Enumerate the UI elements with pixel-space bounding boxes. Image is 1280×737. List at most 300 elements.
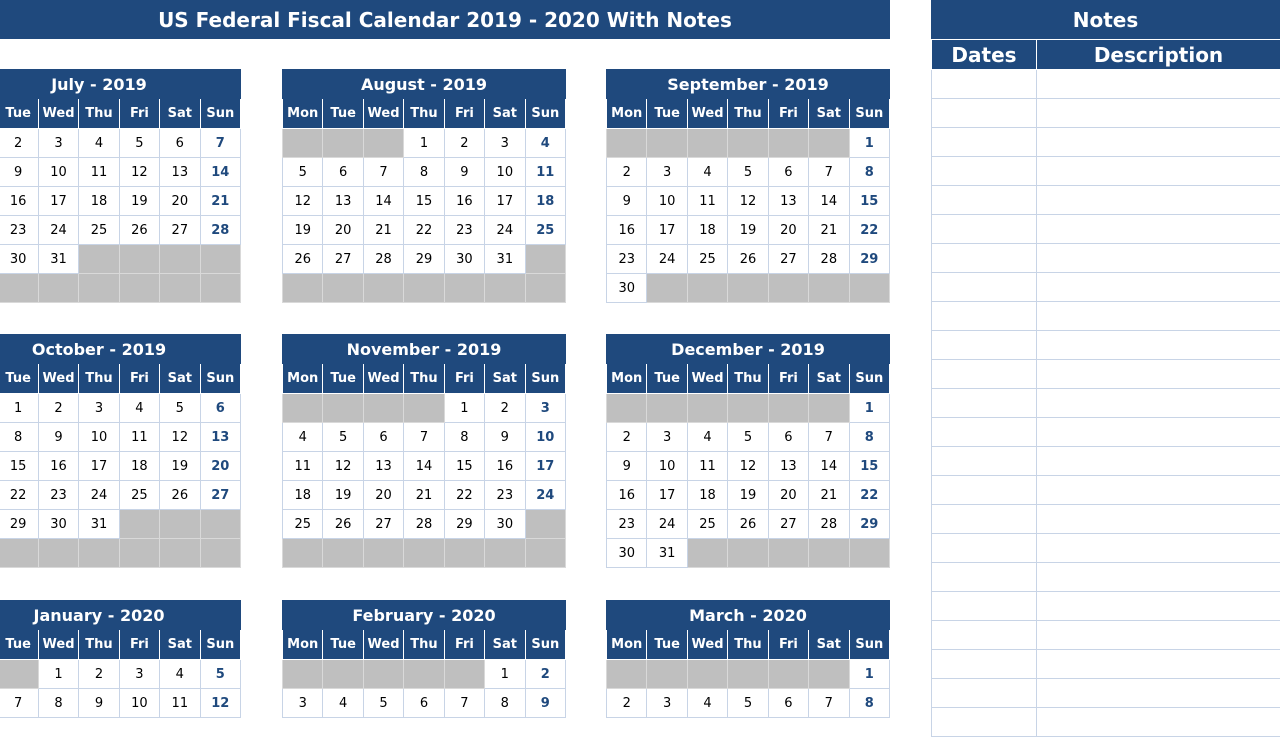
empty-day-cell (363, 660, 403, 689)
empty-day-cell (323, 660, 363, 689)
day-cell: 2 (485, 394, 525, 423)
day-cell: 15 (849, 187, 889, 216)
day-cell: 9 (0, 158, 38, 187)
day-cell: 21 (809, 216, 849, 245)
notes-description-cell[interactable] (1037, 302, 1280, 331)
day-cell: 28 (200, 216, 240, 245)
empty-day-cell (200, 274, 240, 303)
weekday-header: Fri (768, 364, 808, 394)
weekday-header: Thu (728, 99, 768, 129)
day-cell: 31 (79, 510, 119, 539)
month-title: July - 2019 (0, 70, 241, 99)
day-cell: 20 (768, 481, 808, 510)
month-title: March - 2020 (607, 601, 890, 630)
notes-date-cell[interactable] (932, 708, 1037, 737)
notes-date-cell[interactable] (932, 186, 1037, 215)
empty-day-cell (160, 510, 200, 539)
day-cell: 7 (444, 689, 484, 718)
empty-day-cell (768, 129, 808, 158)
empty-day-cell (79, 539, 119, 568)
day-cell: 30 (607, 539, 647, 568)
day-cell: 5 (323, 423, 363, 452)
day-cell: 8 (849, 689, 889, 718)
notes-date-cell[interactable] (932, 99, 1037, 128)
day-cell: 20 (363, 481, 403, 510)
month-title: August - 2019 (283, 70, 566, 99)
day-cell: 1 (0, 394, 38, 423)
notes-date-cell[interactable] (932, 215, 1037, 244)
day-cell: 18 (283, 481, 323, 510)
notes-description-cell[interactable] (1037, 99, 1280, 128)
empty-day-cell (38, 539, 78, 568)
empty-day-cell (119, 510, 159, 539)
notes-row (932, 563, 1280, 592)
notes-date-cell[interactable] (932, 128, 1037, 157)
day-cell: 24 (38, 216, 78, 245)
month-title: November - 2019 (283, 335, 566, 364)
day-cell: 16 (607, 481, 647, 510)
day-cell: 26 (283, 245, 323, 274)
day-cell: 4 (79, 129, 119, 158)
weekday-header: Thu (728, 630, 768, 660)
empty-day-cell (200, 539, 240, 568)
empty-day-cell (728, 660, 768, 689)
notes-date-cell[interactable] (932, 418, 1037, 447)
notes-description-cell[interactable] (1037, 186, 1280, 215)
day-cell: 30 (38, 510, 78, 539)
notes-description-cell[interactable] (1037, 679, 1280, 708)
weekday-header: Thu (404, 364, 444, 394)
empty-day-cell (849, 539, 889, 568)
notes-description-cell[interactable] (1037, 418, 1280, 447)
empty-day-cell (283, 539, 323, 568)
day-cell: 12 (728, 452, 768, 481)
month-calendar (606, 69, 890, 303)
day-cell: 8 (0, 423, 38, 452)
notes-date-cell[interactable] (932, 563, 1037, 592)
day-cell: 2 (525, 660, 565, 689)
day-cell: 22 (404, 216, 444, 245)
day-cell: 3 (119, 660, 159, 689)
day-cell: 1 (849, 660, 889, 689)
notes-dates-header: Dates (932, 40, 1037, 70)
month-calendar (282, 69, 566, 303)
month-calendar (282, 334, 566, 568)
month-calendar (282, 600, 566, 718)
day-cell: 16 (485, 452, 525, 481)
notes-date-cell[interactable] (932, 534, 1037, 563)
weekday-header: Wed (687, 630, 727, 660)
day-cell: 25 (525, 216, 565, 245)
weekday-header: Fri (119, 630, 159, 660)
day-cell: 19 (119, 187, 159, 216)
day-cell: 7 (809, 423, 849, 452)
month-title: February - 2020 (283, 601, 566, 630)
notes-description-cell[interactable] (1037, 215, 1280, 244)
empty-day-cell (404, 394, 444, 423)
day-cell: 9 (525, 689, 565, 718)
notes-date-cell[interactable] (932, 679, 1037, 708)
empty-day-cell (849, 274, 889, 303)
weekday-header: Mon (607, 630, 647, 660)
day-cell: 2 (79, 660, 119, 689)
weekday-header: Fri (444, 630, 484, 660)
day-cell: 17 (38, 187, 78, 216)
day-cell: 15 (404, 187, 444, 216)
day-cell: 3 (647, 423, 687, 452)
weekday-header: Fri (444, 364, 484, 394)
day-cell: 11 (283, 452, 323, 481)
weekday-header: Tue (647, 99, 687, 129)
notes-description-cell[interactable] (1037, 505, 1280, 534)
day-cell: 12 (200, 689, 240, 718)
day-cell: 1 (444, 394, 484, 423)
day-cell: 9 (607, 452, 647, 481)
weekday-header: Sat (809, 630, 849, 660)
notes-date-cell[interactable] (932, 621, 1037, 650)
day-cell: 23 (0, 216, 38, 245)
day-cell: 28 (404, 510, 444, 539)
day-cell: 29 (0, 510, 38, 539)
day-cell: 13 (363, 452, 403, 481)
day-cell: 5 (200, 660, 240, 689)
empty-day-cell (444, 539, 484, 568)
notes-description-cell[interactable] (1037, 244, 1280, 273)
notes-date-cell[interactable] (932, 157, 1037, 186)
day-cell: 5 (728, 423, 768, 452)
notes-table (931, 39, 1280, 737)
weekday-header: Tue (323, 630, 363, 660)
notes-description-cell[interactable] (1037, 621, 1280, 650)
weekday-header: Tue (323, 99, 363, 129)
empty-day-cell (607, 129, 647, 158)
weekday-header: Mon (283, 99, 323, 129)
day-cell: 3 (485, 129, 525, 158)
day-cell: 10 (647, 187, 687, 216)
weekday-header: Sun (849, 630, 889, 660)
day-cell: 11 (119, 423, 159, 452)
notes-row (932, 244, 1280, 273)
notes-row (932, 650, 1280, 679)
empty-day-cell (607, 660, 647, 689)
day-cell: 31 (485, 245, 525, 274)
notes-description-cell[interactable] (1037, 157, 1280, 186)
weekday-header: Wed (687, 99, 727, 129)
empty-day-cell (768, 660, 808, 689)
weekday-header: Tue (0, 99, 38, 129)
day-cell: 7 (404, 423, 444, 452)
notes-row (932, 215, 1280, 244)
day-cell: 11 (687, 187, 727, 216)
day-cell: 23 (444, 216, 484, 245)
day-cell: 18 (687, 481, 727, 510)
day-cell: 16 (0, 187, 38, 216)
day-cell: 23 (607, 510, 647, 539)
notes-description-cell[interactable] (1037, 534, 1280, 563)
notes-date-cell[interactable] (932, 650, 1037, 679)
notes-date-cell[interactable] (932, 360, 1037, 389)
day-cell: 24 (647, 510, 687, 539)
day-cell: 24 (485, 216, 525, 245)
day-cell: 21 (809, 481, 849, 510)
day-cell: 28 (809, 510, 849, 539)
empty-day-cell (363, 394, 403, 423)
day-cell: 28 (809, 245, 849, 274)
empty-day-cell (647, 274, 687, 303)
day-cell: 3 (647, 689, 687, 718)
empty-day-cell (119, 274, 159, 303)
notes-description-cell[interactable] (1037, 273, 1280, 302)
day-cell: 19 (728, 216, 768, 245)
empty-day-cell (160, 245, 200, 274)
day-cell: 10 (525, 423, 565, 452)
month-title: December - 2019 (607, 335, 890, 364)
day-cell: 10 (38, 158, 78, 187)
day-cell: 6 (768, 158, 808, 187)
day-cell: 22 (849, 216, 889, 245)
day-cell: 17 (647, 216, 687, 245)
day-cell: 15 (849, 452, 889, 481)
day-cell: 11 (79, 158, 119, 187)
day-cell: 29 (849, 245, 889, 274)
notes-row (932, 447, 1280, 476)
day-cell: 18 (119, 452, 159, 481)
day-cell: 9 (79, 689, 119, 718)
empty-day-cell (363, 129, 403, 158)
day-cell: 26 (728, 245, 768, 274)
day-cell: 4 (687, 423, 727, 452)
notes-description-cell[interactable] (1037, 476, 1280, 505)
empty-day-cell (809, 129, 849, 158)
weekday-header: Mon (607, 364, 647, 394)
notes-row (932, 708, 1280, 737)
day-cell: 25 (687, 245, 727, 274)
day-cell: 23 (607, 245, 647, 274)
weekday-header: Wed (38, 99, 78, 129)
empty-day-cell (283, 274, 323, 303)
day-cell: 10 (79, 423, 119, 452)
weekday-header: Wed (38, 364, 78, 394)
notes-date-cell[interactable] (932, 505, 1037, 534)
day-cell: 3 (79, 394, 119, 423)
notes-description-cell[interactable] (1037, 331, 1280, 360)
day-cell: 12 (283, 187, 323, 216)
weekday-header: Mon (283, 364, 323, 394)
day-cell: 27 (323, 245, 363, 274)
day-cell: 13 (323, 187, 363, 216)
month-calendar (0, 69, 241, 303)
empty-day-cell (809, 274, 849, 303)
day-cell: 13 (768, 452, 808, 481)
empty-day-cell (283, 660, 323, 689)
notes-date-cell[interactable] (932, 331, 1037, 360)
day-cell: 16 (444, 187, 484, 216)
empty-day-cell (809, 394, 849, 423)
day-cell: 26 (160, 481, 200, 510)
day-cell: 6 (768, 423, 808, 452)
weekday-header: Sun (525, 630, 565, 660)
day-cell: 29 (849, 510, 889, 539)
weekday-header: Fri (119, 99, 159, 129)
day-cell: 2 (38, 394, 78, 423)
day-cell: 13 (200, 423, 240, 452)
day-cell: 4 (525, 129, 565, 158)
notes-row (932, 99, 1280, 128)
day-cell: 27 (768, 245, 808, 274)
day-cell: 27 (160, 216, 200, 245)
day-cell: 19 (323, 481, 363, 510)
day-cell: 13 (768, 187, 808, 216)
notes-description-cell[interactable] (1037, 128, 1280, 157)
day-cell: 18 (525, 187, 565, 216)
day-cell: 9 (607, 187, 647, 216)
empty-day-cell (728, 129, 768, 158)
day-cell: 4 (283, 423, 323, 452)
weekday-header: Wed (687, 364, 727, 394)
empty-day-cell (728, 394, 768, 423)
notes-row (932, 679, 1280, 708)
notes-title: Notes (931, 0, 1280, 39)
notes-description-cell[interactable] (1037, 650, 1280, 679)
day-cell: 3 (283, 689, 323, 718)
empty-day-cell (809, 539, 849, 568)
day-cell: 7 (363, 158, 403, 187)
notes-date-cell[interactable] (932, 302, 1037, 331)
notes-date-cell[interactable] (932, 70, 1037, 99)
day-cell: 2 (0, 129, 38, 158)
day-cell: 19 (728, 481, 768, 510)
notes-date-cell[interactable] (932, 244, 1037, 273)
empty-day-cell (160, 539, 200, 568)
day-cell: 8 (485, 689, 525, 718)
weekday-header: Fri (768, 630, 808, 660)
weekday-header: Tue (323, 364, 363, 394)
notes-row (932, 621, 1280, 650)
day-cell: 5 (728, 158, 768, 187)
day-cell: 6 (363, 423, 403, 452)
month-calendar (606, 600, 890, 718)
weekday-header: Wed (363, 630, 403, 660)
notes-description-cell[interactable] (1037, 70, 1280, 99)
day-cell: 22 (444, 481, 484, 510)
day-cell: 12 (160, 423, 200, 452)
notes-row (932, 505, 1280, 534)
day-cell: 14 (363, 187, 403, 216)
weekday-header: Mon (283, 630, 323, 660)
notes-row (932, 331, 1280, 360)
day-cell: 25 (283, 510, 323, 539)
weekday-header: Mon (607, 99, 647, 129)
notes-description-cell[interactable] (1037, 447, 1280, 476)
day-cell: 3 (647, 158, 687, 187)
weekday-header: Thu (79, 99, 119, 129)
weekday-header: Tue (0, 630, 38, 660)
empty-day-cell (404, 660, 444, 689)
notes-description-cell[interactable] (1037, 708, 1280, 737)
empty-day-cell (283, 394, 323, 423)
notes-date-cell[interactable] (932, 447, 1037, 476)
weekday-header: Tue (0, 364, 38, 394)
empty-day-cell (809, 660, 849, 689)
day-cell: 5 (728, 689, 768, 718)
day-cell: 28 (363, 245, 403, 274)
notes-description-header: Description (1037, 40, 1280, 70)
weekday-header: Fri (119, 364, 159, 394)
day-cell: 23 (38, 481, 78, 510)
notes-date-cell[interactable] (932, 476, 1037, 505)
day-cell: 6 (768, 689, 808, 718)
month-calendar (0, 600, 241, 718)
weekday-header: Fri (444, 99, 484, 129)
notes-description-cell[interactable] (1037, 360, 1280, 389)
day-cell: 3 (38, 129, 78, 158)
day-cell: 12 (323, 452, 363, 481)
day-cell: 24 (647, 245, 687, 274)
day-cell: 24 (525, 481, 565, 510)
day-cell: 17 (647, 481, 687, 510)
day-cell: 2 (607, 423, 647, 452)
notes-description-cell[interactable] (1037, 563, 1280, 592)
empty-day-cell (647, 129, 687, 158)
month-title: January - 2020 (0, 601, 241, 630)
empty-day-cell (687, 394, 727, 423)
notes-row (932, 476, 1280, 505)
weekday-header: Wed (38, 630, 78, 660)
weekday-header: Sun (200, 630, 240, 660)
day-cell: 6 (323, 158, 363, 187)
day-cell: 4 (687, 158, 727, 187)
day-cell: 3 (525, 394, 565, 423)
weekday-header: Sat (809, 99, 849, 129)
day-cell: 2 (607, 689, 647, 718)
weekday-header: Thu (404, 99, 444, 129)
page-title: US Federal Fiscal Calendar 2019 - 2020 With Notes (0, 0, 890, 39)
empty-day-cell (363, 274, 403, 303)
empty-day-cell (647, 394, 687, 423)
day-cell: 23 (485, 481, 525, 510)
notes-row (932, 302, 1280, 331)
day-cell: 29 (404, 245, 444, 274)
day-cell: 27 (768, 510, 808, 539)
day-cell: 20 (200, 452, 240, 481)
day-cell: 10 (119, 689, 159, 718)
day-cell: 14 (404, 452, 444, 481)
day-cell: 30 (0, 245, 38, 274)
day-cell: 25 (119, 481, 159, 510)
day-cell: 25 (687, 510, 727, 539)
empty-day-cell (687, 274, 727, 303)
notes-description-cell[interactable] (1037, 592, 1280, 621)
weekday-header: Sun (525, 99, 565, 129)
day-cell: 19 (160, 452, 200, 481)
day-cell: 8 (849, 158, 889, 187)
notes-description-cell[interactable] (1037, 389, 1280, 418)
day-cell: 8 (849, 423, 889, 452)
day-cell: 9 (444, 158, 484, 187)
weekday-header: Sat (809, 364, 849, 394)
day-cell: 20 (160, 187, 200, 216)
notes-row (932, 186, 1280, 215)
empty-day-cell (404, 539, 444, 568)
day-cell: 9 (485, 423, 525, 452)
notes-row (932, 157, 1280, 186)
notes-date-cell[interactable] (932, 273, 1037, 302)
notes-date-cell[interactable] (932, 592, 1037, 621)
day-cell: 1 (38, 660, 78, 689)
day-cell: 30 (607, 274, 647, 303)
notes-date-cell[interactable] (932, 389, 1037, 418)
day-cell: 21 (404, 481, 444, 510)
